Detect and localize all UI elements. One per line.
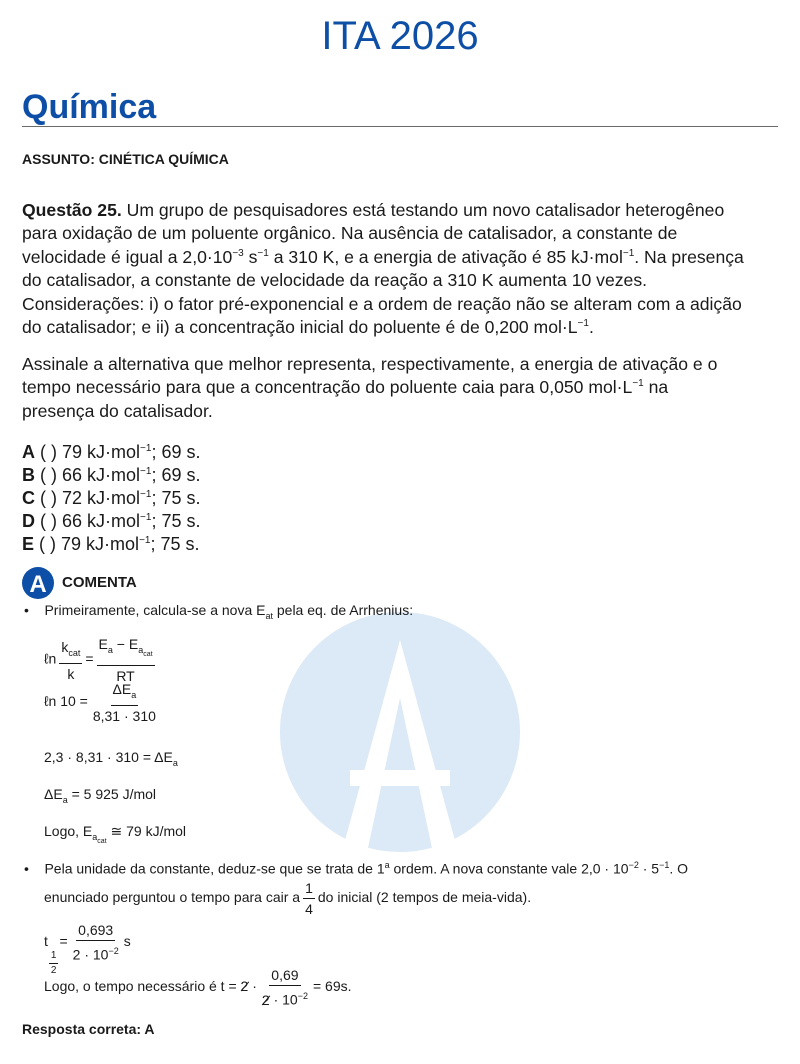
- svg-text:A: A: [29, 571, 47, 598]
- topic-label: ASSUNTO: CINÉTICA QUÍMICA: [22, 151, 229, 167]
- time-result-equation: Logo, o tempo necessário é t = 2 · $\frac{0,69}{2 \cdot 10^{-2}}$ = 69s.: [44, 967, 352, 1008]
- watermark-logo-icon: [280, 612, 520, 852]
- bullet-1: • Primeiramente, calcula-se a nova $E_{at}$ pela eq. de Arrhenius:: [24, 602, 414, 621]
- delta-ea-calc: $2,3 \cdot 8,31 \cdot 310 = \Delta E_a$: [44, 749, 178, 768]
- page-header-title: ITA 2026: [321, 14, 479, 58]
- correct-answer: Resposta correta: A: [22, 1021, 155, 1037]
- title-divider: [22, 126, 778, 127]
- option-d[interactable]: D ( ) 66 kJ·mol$^{-1}$; 75 s.: [22, 511, 201, 531]
- option-e[interactable]: E ( ) 79 kJ·mol$^{-1}$; 75 s.: [22, 534, 200, 554]
- question-label: Questão 25.: [22, 200, 122, 220]
- bullet-2: • Pela unidade da constante, deduz-se que se trata de 1$^a$ ordem. A nova constante vale $2,0 \cdot 10^{-2} \cdot 5^{-1}$. O: [24, 860, 688, 877]
- half-life-equation: t $\frac{1}{2}$ = $\frac{0,693}{2 \cdot 10^{-2}}$ s: [44, 922, 131, 977]
- option-a[interactable]: A ( ) 79 kJ·mol$^{-1}$; 69 s.: [22, 442, 201, 462]
- arrhenius-equation: ℓn $\frac{k_{cat}}{k}$ = $\frac{E_a - E_{a_{cat}}}{RT}$: [44, 636, 153, 684]
- option-b[interactable]: B ( ) 66 kJ·mol$^{-1}$; 69 s.: [22, 465, 201, 485]
- bullet-2-line-2: enunciado perguntou o tempo para cair a $\frac{1}{4}$ do inicial (2 tempos de meia-vida).: [44, 880, 532, 917]
- ea-cat-result: Logo, $E_{a_{cat}}$ ≅ 79 kJ/mol: [44, 823, 187, 845]
- subject-title: Química: [22, 88, 157, 126]
- ln10-equation: ℓn 10 = $\frac{\Delta E_a}{8,31 \cdot 310}$: [44, 681, 156, 724]
- comment-label: COMENTA: [62, 574, 137, 591]
- option-c[interactable]: C ( ) 72 kJ·mol$^{-1}$; 75 s.: [22, 488, 201, 508]
- question-text: Questão 25. Um grupo de pesquisadores está testando um novo catalisador heterogêneo para oxidação de um poluente orgânico. Na ausência de catalisador, a constante de velocidade é igual a $2,0\cdot 10^{-3}$ $s^{-1}$ a 310 K, e a energia de ativação é 85 kJ·mol$^{-1}$. Na presença do catalisador, a constante de velocidade da reação a 310 K aumenta 10 vezes. Considerações: i) o fator pré-exponencial e a ordem de reação não se alteram com a adição do catalisador; e ii) a concentração inicial do poluente é de 0,200 $mol\cdot L^{-1}$.: [22, 200, 744, 338]
- delta-ea-result: $\Delta E_a = 5$ 925 J/mol: [44, 786, 157, 805]
- comment-logo-icon: [22, 567, 54, 599]
- question-prompt: Assinale a alternativa que melhor representa, respectivamente, a energia de ativação e o tempo necessário para que a concentração do poluente caia para 0,050 $mol\cdot L^{-1}$ na presença do catalisador.: [22, 354, 718, 421]
